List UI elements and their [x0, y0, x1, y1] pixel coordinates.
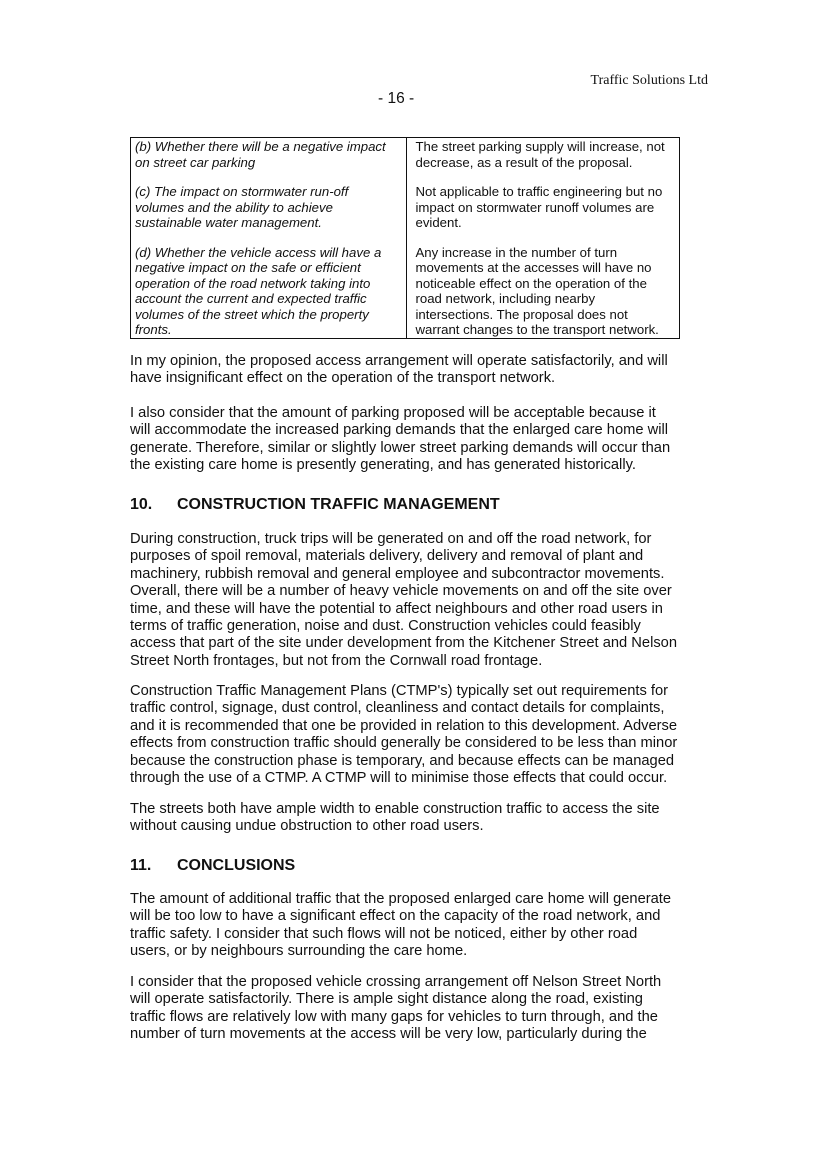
criterion-cell: (d) Whether the vehicle access will have a negative impact on the safe or efficient operation of the road network taking into account the current and expected traffic volumes of the street which the property fronts.: [131, 245, 407, 339]
paragraph-opinion: In my opinion, the proposed access arrangement will operate satisfactorily, and will have insignificant effect on the operation of the transport network.: [130, 353, 668, 387]
table-row: [131, 245, 680, 339]
table-row: [131, 138, 680, 171]
paragraph-streets: The streets both have ample width to enable construction traffic to access the site without causing undue obstruction to other road users.: [130, 801, 660, 835]
response-cell: Any increase in the number of turn movements at the accesses will have no noticeable effect on the operation of the road network, including nearby intersections. The proposal does not warrant changes to the transport network.: [407, 245, 680, 339]
section-title: CONSTRUCTION TRAFFIC MANAGEMENT: [177, 496, 500, 513]
company-name: Traffic Solutions Ltd: [590, 73, 708, 88]
paragraph-conclusion-crossing: I consider that the proposed vehicle crossing arrangement off Nelson Street North will operate satisfactorily. There is ample sight distance along the road, existing traffic flows are relatively low with many gaps for vehicles to turn through, and the number of turn movements at the access will be very low, particularly during the: [130, 974, 662, 1043]
section-number: 11.: [130, 857, 152, 874]
section-title: CONCLUSIONS: [177, 857, 296, 874]
paragraph-ctmp: Construction Traffic Management Plans (CTMP's) typically set out requirements for traffic control, signage, dust control, cleanliness and contact details for complaints, and it is recommended that one be provided in relation to this development. Adverse effects from construction traffic should generally be considered to be less than minor because the construction phase is temporary, and because effects can be managed through the use of a CTMP. A CTMP will to minimise those effects that could occur.: [130, 683, 678, 787]
paragraph-construction: During construction, truck trips will be generated on and off the road network, for purposes of spoil removal, materials delivery, delivery and removal of plant and machinery, rubbish removal and general employee and subcontractor movements. Overall, there will be a number of heavy vehicle movements on and off the site over time, and these will have the potential to affect neighbours and other road users in terms of traffic generation, noise and dust. Construction vehicles could feasibly access that part of the site under development from the Kitchener Street and Nelson Street North frontages, but not from the Cornwall road frontage.: [130, 531, 678, 669]
section-heading-construction: [130, 496, 500, 514]
response-cell: The street parking supply will increase, not decrease, as a result of the proposal.: [407, 138, 680, 171]
criterion-cell: (b) Whether there will be a negative impact on street car parking: [131, 138, 407, 171]
criterion-cell: (c) The impact on stormwater run-off volumes and the ability to achieve sustainable water management.: [131, 184, 407, 231]
table-spacer: [131, 170, 680, 184]
paragraph-conclusion-traffic: The amount of additional traffic that the proposed enlarged care home will generate will be too low to have a significant effect on the capacity of the road network, and traffic safety. I consider that such flows will not be noticed, either by other road users, or by neighbours surrounding the care home.: [130, 891, 672, 960]
section-number: 10.: [130, 496, 153, 513]
response-cell: Not applicable to traffic engineering but no impact on stormwater runoff volumes are evident.: [407, 184, 680, 231]
table-spacer: [131, 231, 680, 245]
section-heading-conclusions: [130, 857, 295, 875]
paragraph-parking: I also consider that the amount of parking proposed will be acceptable because it will accommodate the increased parking demands that the enlarged care home will generate. Therefore, similar or slightly lower street parking demands will occur than the existing care home is presently generating, and has generated historically.: [130, 405, 671, 474]
table-row: [131, 184, 680, 231]
page-number: - 16 -: [378, 90, 415, 107]
criteria-table: [130, 137, 680, 339]
